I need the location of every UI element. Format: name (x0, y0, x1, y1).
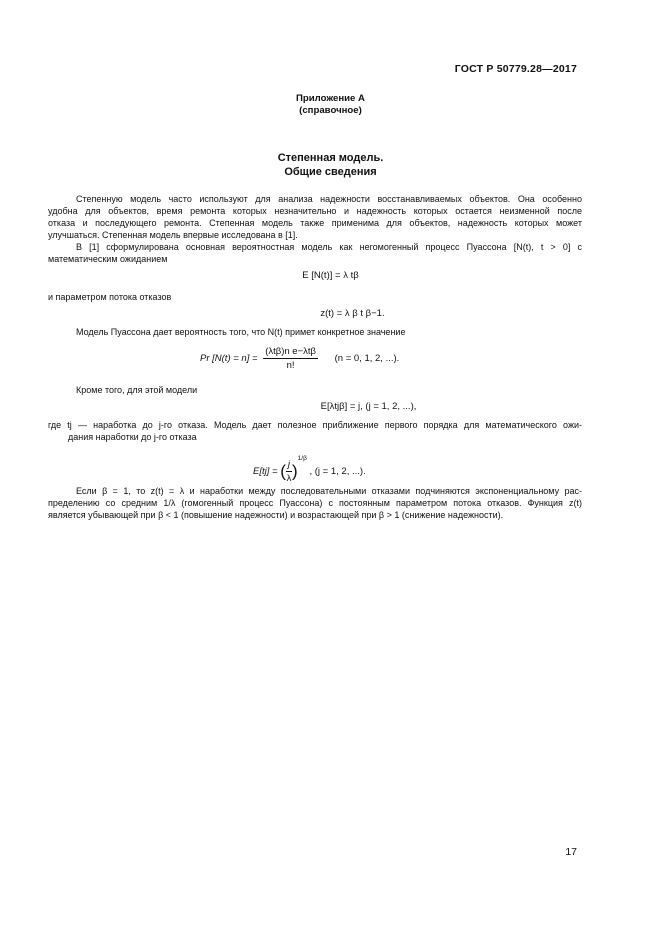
paragraph-conclusion (48, 485, 582, 521)
formula-text: z(t) = λ β t β−1. (320, 308, 385, 319)
section-title-line-2: Общие сведения (284, 166, 377, 178)
paragraph-line: В [1] сформулирована основная вероятностная модель как негомогенный процесс Пуассона [N(t), t > 0] с (76, 242, 582, 252)
paragraph-line: Модель Пуассона дает вероятность того, что N(t) примет конкретное значение (76, 327, 406, 337)
formula-exponent: 1/β (297, 455, 307, 462)
right-paren: ) (292, 461, 298, 481)
paragraph-additionally (48, 384, 582, 396)
paragraph-line: пределению со средним 1/λ (гомогенный процесс Пуассона) с постоянным параметром потока отказов. Функция z(t) (48, 498, 582, 508)
formula-denominator: λ (286, 472, 292, 484)
appendix-note: (справочное) (299, 105, 362, 116)
formula-expectation (0, 270, 661, 281)
paragraph-line: Степенную модель часто используют для анализа надежности восстанавливаемых объектов. Она особенно (76, 194, 582, 204)
formula-cumulative (0, 401, 661, 412)
paragraph-line: математическим ожиданием (48, 254, 168, 264)
paragraph-intro (48, 193, 582, 241)
paragraph-line: Если β = 1, то z(t) = λ и наработки между последовательными отказами подчиняются экспоненциальному рас- (76, 486, 582, 496)
formula-denominator: n! (286, 360, 295, 371)
formula-numerator: j (287, 458, 290, 470)
paragraph-where (48, 419, 582, 443)
formula-condition: (n = 0, 1, 2, ...). (334, 353, 400, 364)
paragraph-line: улучшаться. Степенная модель впервые исследована в [1]. (48, 230, 298, 240)
formula-text: E[λtjβ] = j, (j = 1, 2, ...), (320, 401, 417, 412)
standard-designation: ГОСТ Р 50779.28—2017 (454, 63, 577, 75)
paragraph-line: является убывающей при β < 1 (повышение надежности) и возрастающей при β > 1 (снижение надежности). (48, 510, 504, 520)
paragraph-line: Кроме того, для этой модели (76, 385, 198, 395)
formula-probability (200, 346, 500, 371)
paragraph-line: отказа и последующего ремонта. Степенная модель также применима для объектов, надежность которых может (48, 218, 582, 228)
formula-condition: , (j = 1, 2, ...). (309, 465, 366, 477)
left-paren: ( (280, 461, 286, 481)
paragraph-line: где tj — наработка до j-го отказа. Модель дает полезное приближение первого порядка для математического ожи- (48, 420, 582, 430)
paragraph-failure-rate (48, 291, 582, 303)
paragraph-line: и параметром потока отказов (48, 292, 172, 302)
formula-intensity (0, 308, 661, 319)
paragraph-poisson (48, 326, 582, 338)
formula-numerator: (λtβ)n e−λtβ (265, 346, 316, 357)
page-number: 17 (565, 846, 577, 858)
paragraph-model (48, 241, 582, 265)
formula-fraction (263, 346, 318, 371)
formula-lhs: E[tj] = (253, 465, 278, 477)
formula-mean-time (253, 455, 453, 484)
formula-lhs: Pr [N(t) = n] = (200, 353, 258, 364)
paragraph-line: дания наработки до j-го отказа (68, 432, 197, 442)
formula-text: E [N(t)] = λ tβ (302, 270, 359, 281)
section-title-line-1: Степенная модель. (277, 152, 384, 164)
paragraph-line: удобна для объектов, время ремонта которых незначительно и надежность которых остается неизменной после (48, 206, 582, 216)
appendix-title: Приложение А (296, 93, 365, 104)
